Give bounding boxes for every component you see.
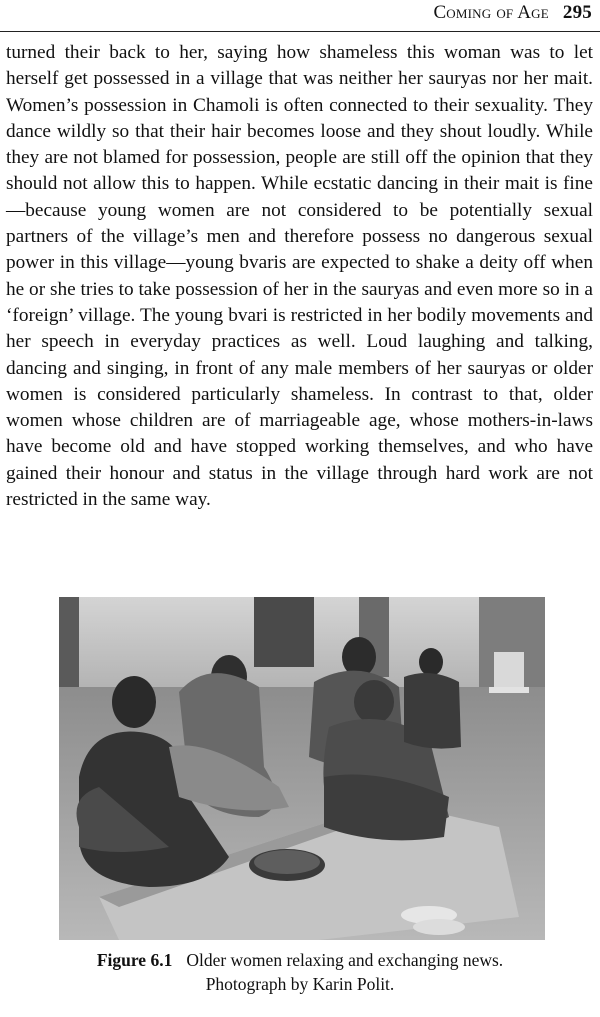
running-head <box>433 2 592 28</box>
body-paragraph: turned their back to her, saying how shameless this woman was to let herself get possessed in a village that was neither her sauryas nor her mait. Women’s possession in Chamoli is often connected to their sexuality. They dance wildly so that their hair becomes loose and they shout loudly. While they are not blamed for possession, people are still off the opinion that they should not allow this to happen. While ecstatic dancing in their mait is fine—because young women are not considered to be potentially sexual partners of the village’s men and therefore possess no dangerous sexual power in this village—young bvaris are expected to shake a deity off when he or she tries to take possession of her in the sauryas and even more so in a ‘foreign’ village. The young bvari is restricted in her bodily movements and her speech in everyday practices as well. Loud laughing and talking, dancing and singing, in front of any male members of her sauryas or older women is considered particularly shameless. In contrast to that, older women whose children are of marriageable age, whose mothers-in-laws have become old and have stopped working themselves, and who have gained their honour and status in the village through hard work are not restricted in the same way. <box>6 42 593 511</box>
running-title: Coming of Age <box>433 2 549 23</box>
header-rule <box>0 31 600 32</box>
figure-caption-line1: Older women relaxing and exchanging news. <box>186 950 504 970</box>
figure-label: Figure 6.1 <box>96 950 173 970</box>
figure-caption-line2: Photograph by Karin Polit. <box>205 974 395 994</box>
figure-caption <box>0 948 600 996</box>
page-number: 295 <box>562 2 592 23</box>
body-text <box>6 40 593 513</box>
photograph-image <box>59 597 545 940</box>
figure-photograph <box>59 597 545 940</box>
